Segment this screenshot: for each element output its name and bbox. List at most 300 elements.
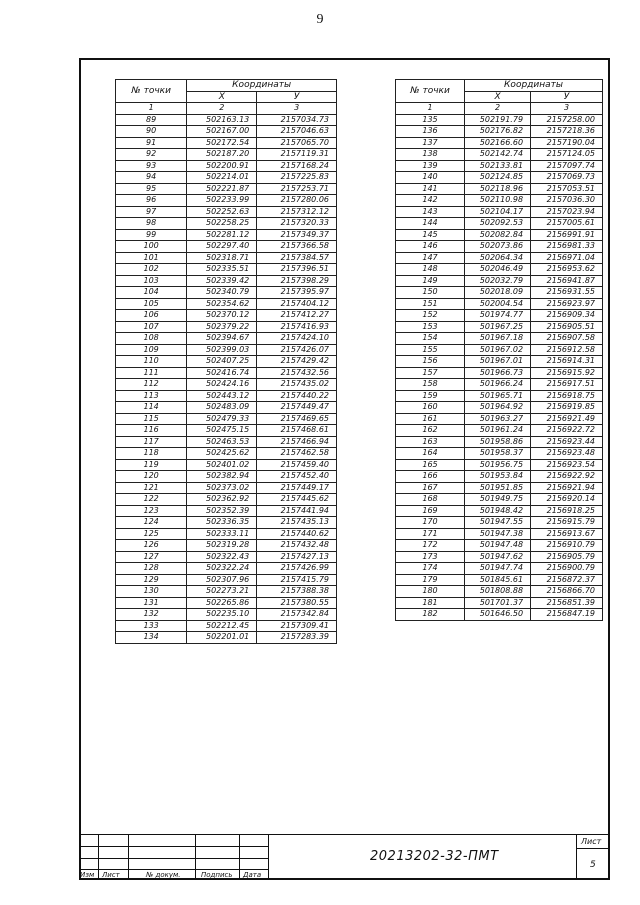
table-row <box>116 528 337 540</box>
col-index-3: 3 <box>257 103 337 115</box>
coord-y: 2156900.79 <box>531 563 603 575</box>
point-number: 108 <box>116 333 187 345</box>
table-row <box>116 436 337 448</box>
point-number: 171 <box>396 528 465 540</box>
coord-x: 501701.37 <box>465 597 531 609</box>
coord-y: 2157424.10 <box>257 333 337 345</box>
coord-y: 2156907.58 <box>531 333 603 345</box>
coord-x: 502265.86 <box>187 597 257 609</box>
coord-y: 2157395.97 <box>257 287 337 299</box>
point-number: 160 <box>396 402 465 414</box>
table-row <box>116 586 337 598</box>
point-number: 156 <box>396 356 465 368</box>
coord-x: 502352.39 <box>187 505 257 517</box>
table-row <box>396 160 603 172</box>
point-number: 133 <box>116 620 187 632</box>
header-x: X <box>187 91 257 103</box>
point-number: 121 <box>116 482 187 494</box>
coord-x: 502416.74 <box>187 367 257 379</box>
point-number: 100 <box>116 241 187 253</box>
coord-y: 2156953.62 <box>531 264 603 276</box>
point-number: 127 <box>116 551 187 563</box>
point-number: 130 <box>116 586 187 598</box>
coord-x: 501958.37 <box>465 448 531 460</box>
coord-y: 2156923.44 <box>531 436 603 448</box>
coord-x: 502073.86 <box>465 241 531 253</box>
point-number: 155 <box>396 344 465 356</box>
table-row <box>396 275 603 287</box>
coord-y: 2157440.22 <box>257 390 337 402</box>
point-number: 113 <box>116 390 187 402</box>
coord-y: 2157069.73 <box>531 172 603 184</box>
point-number: 110 <box>116 356 187 368</box>
coord-y: 2156931.55 <box>531 287 603 299</box>
table-row <box>116 310 337 322</box>
coord-x: 502479.33 <box>187 413 257 425</box>
point-number: 173 <box>396 551 465 563</box>
coord-x: 502046.49 <box>465 264 531 276</box>
coord-y: 2157445.62 <box>257 494 337 506</box>
table-row <box>396 413 603 425</box>
coord-x: 502394.67 <box>187 333 257 345</box>
point-number: 115 <box>116 413 187 425</box>
col-index-1: 1 <box>396 103 465 115</box>
coord-y: 2157119.31 <box>257 149 337 161</box>
title-block-line <box>268 834 269 880</box>
table-row <box>116 471 337 483</box>
table-row <box>396 114 603 126</box>
table-row <box>396 310 603 322</box>
point-number: 166 <box>396 471 465 483</box>
header-x: X <box>465 91 531 103</box>
coord-y: 2156920.14 <box>531 494 603 506</box>
coord-x: 502322.24 <box>187 563 257 575</box>
point-number: 131 <box>116 597 187 609</box>
coord-y: 2157190.04 <box>531 137 603 149</box>
point-number: 141 <box>396 183 465 195</box>
table-row <box>396 149 603 161</box>
point-number: 98 <box>116 218 187 230</box>
coord-x: 502082.84 <box>465 229 531 241</box>
table-row <box>116 195 337 207</box>
point-number: 144 <box>396 218 465 230</box>
table-row <box>116 425 337 437</box>
point-number: 97 <box>116 206 187 218</box>
point-number: 90 <box>116 126 187 138</box>
table-row <box>396 609 603 621</box>
point-number: 119 <box>116 459 187 471</box>
coord-y: 2157468.61 <box>257 425 337 437</box>
table-row <box>116 356 337 368</box>
coord-x: 502297.40 <box>187 241 257 253</box>
point-number: 118 <box>116 448 187 460</box>
coord-y: 2156923.97 <box>531 298 603 310</box>
table-row <box>396 436 603 448</box>
table-row <box>116 183 337 195</box>
table-row <box>396 287 603 299</box>
point-number: 120 <box>116 471 187 483</box>
coord-y: 2157459.40 <box>257 459 337 471</box>
table-row <box>396 321 603 333</box>
point-number: 162 <box>396 425 465 437</box>
point-number: 135 <box>396 114 465 126</box>
table-row <box>396 517 603 529</box>
coord-y: 2157312.12 <box>257 206 337 218</box>
coord-y: 2156847.19 <box>531 609 603 621</box>
point-number: 182 <box>396 609 465 621</box>
coord-y: 2157432.48 <box>257 540 337 552</box>
table-row <box>396 505 603 517</box>
point-number: 116 <box>116 425 187 437</box>
coord-x: 502373.02 <box>187 482 257 494</box>
header-coordinates: Координаты <box>465 80 603 92</box>
coord-y: 2156991.91 <box>531 229 603 241</box>
coord-y: 2157258.00 <box>531 114 603 126</box>
coord-x: 502142.74 <box>465 149 531 161</box>
table-row <box>396 172 603 184</box>
table-row <box>116 620 337 632</box>
title-block-line <box>576 848 610 849</box>
table-row <box>396 540 603 552</box>
coord-x: 502424.16 <box>187 379 257 391</box>
coord-x: 502475.15 <box>187 425 257 437</box>
coord-y: 2156918.25 <box>531 505 603 517</box>
coord-x: 502425.62 <box>187 448 257 460</box>
table-row <box>396 551 603 563</box>
point-number: 169 <box>396 505 465 517</box>
point-number: 159 <box>396 390 465 402</box>
coord-x: 502252.63 <box>187 206 257 218</box>
table-row <box>396 298 603 310</box>
point-number: 101 <box>116 252 187 264</box>
point-number: 96 <box>116 195 187 207</box>
coord-x: 502104.17 <box>465 206 531 218</box>
coord-x: 502018.09 <box>465 287 531 299</box>
coord-x: 502340.79 <box>187 287 257 299</box>
table-row <box>116 149 337 161</box>
coord-y: 2157435.02 <box>257 379 337 391</box>
coord-y: 2157218.36 <box>531 126 603 138</box>
coord-y: 2157065.70 <box>257 137 337 149</box>
header-point: № точки <box>116 80 187 103</box>
coord-y: 2157283.39 <box>257 632 337 644</box>
point-number: 146 <box>396 241 465 253</box>
coord-y: 2157426.99 <box>257 563 337 575</box>
page-number: 9 <box>316 12 324 27</box>
coord-x: 501948.42 <box>465 505 531 517</box>
coord-x: 502273.21 <box>187 586 257 598</box>
title-block-line <box>128 834 129 880</box>
table-row <box>116 172 337 184</box>
table-row <box>396 218 603 230</box>
coord-x: 502443.12 <box>187 390 257 402</box>
coord-y: 2157412.27 <box>257 310 337 322</box>
coord-y: 2156913.67 <box>531 528 603 540</box>
coord-x: 502201.01 <box>187 632 257 644</box>
table-row <box>116 448 337 460</box>
point-number: 181 <box>396 597 465 609</box>
coord-y: 2156919.85 <box>531 402 603 414</box>
coord-x: 501947.74 <box>465 563 531 575</box>
point-number: 111 <box>116 367 187 379</box>
coord-x: 502133.81 <box>465 160 531 172</box>
table-row <box>116 287 337 299</box>
coord-x: 502163.13 <box>187 114 257 126</box>
coord-y: 2156923.48 <box>531 448 603 460</box>
table-row <box>116 229 337 241</box>
table-row <box>396 183 603 195</box>
point-number: 128 <box>116 563 187 575</box>
coord-x: 502319.28 <box>187 540 257 552</box>
coord-y: 2157404.12 <box>257 298 337 310</box>
coord-x: 502339.42 <box>187 275 257 287</box>
point-number: 174 <box>396 563 465 575</box>
point-number: 147 <box>396 252 465 264</box>
point-number: 126 <box>116 540 187 552</box>
table-row <box>116 505 337 517</box>
coord-y: 2157441.94 <box>257 505 337 517</box>
coord-x: 501974.77 <box>465 310 531 322</box>
coord-y: 2157046.63 <box>257 126 337 138</box>
point-number: 161 <box>396 413 465 425</box>
point-number: 109 <box>116 344 187 356</box>
coord-y: 2156941.87 <box>531 275 603 287</box>
point-number: 151 <box>396 298 465 310</box>
coord-y: 2156917.51 <box>531 379 603 391</box>
table-row <box>116 333 337 345</box>
coord-x: 502370.12 <box>187 310 257 322</box>
coord-y: 2157253.71 <box>257 183 337 195</box>
coord-y: 2157097.74 <box>531 160 603 172</box>
coord-x: 501966.24 <box>465 379 531 391</box>
point-number: 91 <box>116 137 187 149</box>
coord-y: 2157398.29 <box>257 275 337 287</box>
coord-y: 2157034.73 <box>257 114 337 126</box>
table-row <box>396 252 603 264</box>
point-number: 168 <box>396 494 465 506</box>
point-number: 106 <box>116 310 187 322</box>
point-number: 139 <box>396 160 465 172</box>
coord-y: 2157466.94 <box>257 436 337 448</box>
point-number: 153 <box>396 321 465 333</box>
coord-y: 2157426.07 <box>257 344 337 356</box>
coord-y: 2156921.49 <box>531 413 603 425</box>
point-number: 148 <box>396 264 465 276</box>
coord-y: 2156922.92 <box>531 471 603 483</box>
coord-x: 502064.34 <box>465 252 531 264</box>
coord-x: 501947.62 <box>465 551 531 563</box>
point-number: 164 <box>396 448 465 460</box>
coord-y: 2157309.41 <box>257 620 337 632</box>
table-row <box>116 344 337 356</box>
coord-y: 2157005.61 <box>531 218 603 230</box>
point-number: 170 <box>396 517 465 529</box>
point-number: 125 <box>116 528 187 540</box>
point-number: 117 <box>116 436 187 448</box>
table-row <box>396 137 603 149</box>
point-number: 142 <box>396 195 465 207</box>
coord-x: 502333.11 <box>187 528 257 540</box>
label-izm: Изм <box>80 871 95 879</box>
coord-x: 501951.85 <box>465 482 531 494</box>
coord-x: 502200.91 <box>187 160 257 172</box>
coord-y: 2157452.40 <box>257 471 337 483</box>
point-number: 122 <box>116 494 187 506</box>
coord-x: 502221.87 <box>187 183 257 195</box>
coord-x: 501967.01 <box>465 356 531 368</box>
coord-x: 502176.82 <box>465 126 531 138</box>
coord-x: 502401.02 <box>187 459 257 471</box>
coord-x: 501967.25 <box>465 321 531 333</box>
point-number: 129 <box>116 574 187 586</box>
coord-x: 502191.79 <box>465 114 531 126</box>
point-number: 157 <box>396 367 465 379</box>
coord-x: 502212.45 <box>187 620 257 632</box>
col-index-2: 2 <box>187 103 257 115</box>
coord-x: 501961.24 <box>465 425 531 437</box>
coord-x: 502407.25 <box>187 356 257 368</box>
coord-x: 502166.60 <box>465 137 531 149</box>
coord-x: 501808.88 <box>465 586 531 598</box>
table-row <box>116 264 337 276</box>
point-number: 158 <box>396 379 465 391</box>
label-list: Лист <box>102 871 120 879</box>
coord-y: 2157427.13 <box>257 551 337 563</box>
table-row <box>116 574 337 586</box>
coord-y: 2157440.62 <box>257 528 337 540</box>
table-row <box>396 471 603 483</box>
table-row <box>116 517 337 529</box>
table-row <box>116 367 337 379</box>
coord-y: 2156872.37 <box>531 574 603 586</box>
coord-y: 2156866.70 <box>531 586 603 598</box>
table-row <box>396 448 603 460</box>
coord-x: 502258.25 <box>187 218 257 230</box>
point-number: 138 <box>396 149 465 161</box>
header-coordinates: Координаты <box>187 80 337 92</box>
point-number: 172 <box>396 540 465 552</box>
table-row <box>396 563 603 575</box>
table-row <box>116 540 337 552</box>
table-row <box>396 482 603 494</box>
coord-y: 2156981.33 <box>531 241 603 253</box>
table-row <box>116 206 337 218</box>
coord-x: 502281.12 <box>187 229 257 241</box>
coord-x: 501958.86 <box>465 436 531 448</box>
table-row <box>116 494 337 506</box>
sheet-number: 5 <box>590 860 596 870</box>
point-number: 152 <box>396 310 465 322</box>
coord-x: 502004.54 <box>465 298 531 310</box>
table-row <box>396 402 603 414</box>
table-row <box>396 241 603 253</box>
coord-x: 501967.02 <box>465 344 531 356</box>
point-number: 140 <box>396 172 465 184</box>
coord-y: 2157462.58 <box>257 448 337 460</box>
table-row <box>116 218 337 230</box>
coord-y: 2156915.92 <box>531 367 603 379</box>
table-row <box>116 551 337 563</box>
coord-x: 501967.18 <box>465 333 531 345</box>
col-index-2: 2 <box>465 103 531 115</box>
point-number: 123 <box>116 505 187 517</box>
coord-x: 502362.92 <box>187 494 257 506</box>
coord-y: 2157349.37 <box>257 229 337 241</box>
coord-x: 502032.79 <box>465 275 531 287</box>
table-row <box>396 344 603 356</box>
coord-x: 501964.92 <box>465 402 531 414</box>
coord-y: 2156971.04 <box>531 252 603 264</box>
coord-y: 2157396.51 <box>257 264 337 276</box>
point-number: 104 <box>116 287 187 299</box>
label-signature: Подпись <box>201 871 233 879</box>
coord-y: 2157124.05 <box>531 149 603 161</box>
coord-y: 2156922.72 <box>531 425 603 437</box>
table-row <box>116 252 337 264</box>
coord-x: 502187.20 <box>187 149 257 161</box>
coord-x: 501963.27 <box>465 413 531 425</box>
coord-y: 2157388.38 <box>257 586 337 598</box>
coord-y: 2157280.06 <box>257 195 337 207</box>
coord-x: 502399.03 <box>187 344 257 356</box>
coord-x: 501947.38 <box>465 528 531 540</box>
table-row <box>116 459 337 471</box>
table-row <box>116 597 337 609</box>
point-number: 92 <box>116 149 187 161</box>
coord-y: 2156912.58 <box>531 344 603 356</box>
coord-y: 2157225.83 <box>257 172 337 184</box>
point-number: 179 <box>396 574 465 586</box>
table-row <box>116 114 337 126</box>
table-row <box>116 482 337 494</box>
coord-x: 501947.55 <box>465 517 531 529</box>
title-block-line <box>195 834 196 880</box>
point-number: 114 <box>116 402 187 414</box>
point-number: 102 <box>116 264 187 276</box>
coord-y: 2156910.79 <box>531 540 603 552</box>
coord-x: 501965.71 <box>465 390 531 402</box>
point-number: 107 <box>116 321 187 333</box>
coord-y: 2157449.17 <box>257 482 337 494</box>
header-y: У <box>257 91 337 103</box>
coord-x: 502379.22 <box>187 321 257 333</box>
table-row <box>116 126 337 138</box>
table-row <box>116 413 337 425</box>
table-row <box>116 275 337 287</box>
coord-y: 2156905.79 <box>531 551 603 563</box>
coord-x: 502233.99 <box>187 195 257 207</box>
coord-x: 502463.53 <box>187 436 257 448</box>
table-row <box>396 390 603 402</box>
table-row <box>396 195 603 207</box>
coordinates-table-left <box>115 79 337 644</box>
coord-y: 2157320.33 <box>257 218 337 230</box>
coord-x: 501953.84 <box>465 471 531 483</box>
table-row <box>396 333 603 345</box>
table-row <box>116 321 337 333</box>
coord-y: 2157023.94 <box>531 206 603 218</box>
table-row <box>116 137 337 149</box>
point-number: 89 <box>116 114 187 126</box>
table-row <box>396 574 603 586</box>
coord-y: 2157168.24 <box>257 160 337 172</box>
point-number: 163 <box>396 436 465 448</box>
document-code: 20213202-32-ПМТ <box>370 849 499 864</box>
coord-x: 502167.00 <box>187 126 257 138</box>
coord-x: 501956.75 <box>465 459 531 471</box>
coord-y: 2156909.34 <box>531 310 603 322</box>
table-row <box>396 379 603 391</box>
